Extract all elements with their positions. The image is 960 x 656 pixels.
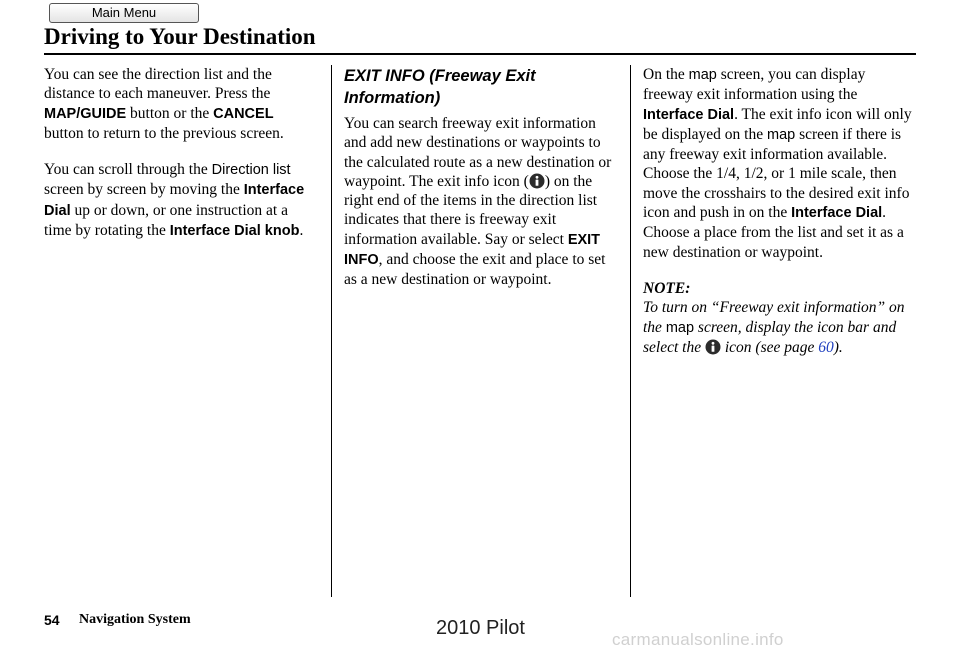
page-number: 54	[44, 612, 60, 628]
model-label: 2010 Pilot	[436, 617, 525, 639]
text: ).	[833, 338, 843, 356]
text: .	[299, 222, 304, 240]
column-divider-1	[331, 65, 332, 597]
paragraph-scroll	[44, 160, 314, 241]
exit-info-command-ref: EXIT INFO	[344, 231, 601, 269]
paragraph-exit-info	[344, 114, 618, 290]
page-title: Driving to Your Destination	[44, 24, 316, 49]
section-heading-exit-info: EXIT INFO (Freeway Exit Information)	[344, 67, 536, 107]
text: screen by screen by moving the	[44, 181, 244, 199]
paragraph-map-screen	[643, 65, 918, 262]
text: button to return to the previous screen.	[44, 124, 284, 142]
text: up or down, or one instruction at a time by rotating the	[44, 201, 288, 240]
info-icon	[705, 339, 721, 355]
section-label: Navigation System	[79, 612, 191, 627]
direction-list-screen-ref: Direction list	[211, 162, 291, 179]
text: screen, display the icon bar and select the	[643, 318, 897, 356]
text: icon (see page	[720, 338, 819, 356]
text: , and choose the exit and place to set as a new destination or waypoint.	[344, 251, 606, 289]
watermark: carmanualsonline.info	[612, 630, 784, 649]
note-label: NOTE:	[643, 279, 691, 297]
page-link-60[interactable]: 60	[818, 338, 834, 356]
interface-dial-ref: Interface Dial	[791, 205, 883, 222]
column-divider-2	[630, 65, 631, 597]
text: . Choose a place from the list and set it as a new destination or waypoint.	[643, 204, 904, 261]
text: You can scroll through the	[44, 161, 212, 179]
text: screen if there is any freeway exit information available. Choose the 1/4, 1/2, or 1 mile scale, then move the crosshairs to the desired exit info icon and push in on the	[643, 125, 910, 222]
main-menu-button[interactable]: Main Menu	[49, 3, 199, 23]
map-screen-ref: map	[688, 67, 717, 83]
interface-dial-knob-ref: Interface Dial knob	[169, 223, 300, 240]
title-rule	[44, 53, 916, 55]
map-screen-ref: map	[665, 319, 695, 336]
interface-dial-ref: Interface Dial	[643, 106, 735, 123]
note-text	[643, 299, 905, 356]
cancel-button-ref: CANCEL	[213, 105, 274, 122]
text: To turn on “Freeway exit information” on the	[643, 299, 905, 336]
map-guide-button-ref: MAP/GUIDE	[44, 105, 127, 122]
column-1	[44, 65, 314, 258]
text: ) on the right end of the items in the direction list indicates that there is freeway exit information available. Say or select	[344, 172, 598, 248]
interface-dial-ref: Interface Dial	[44, 182, 305, 219]
map-screen-ref: map	[766, 126, 796, 143]
column-2	[344, 65, 618, 307]
note	[643, 279, 918, 357]
text: button or the	[126, 104, 214, 122]
text: screen, you can display freeway exit information using the	[643, 66, 866, 104]
text: On the	[643, 66, 689, 83]
text: You can see the direction list and the distance to each maneuver. Press the	[44, 66, 272, 103]
text: . The exit info icon will only be displayed on the	[643, 105, 912, 143]
column-3	[643, 65, 918, 357]
info-icon	[529, 173, 545, 189]
paragraph-direction-list	[44, 65, 314, 143]
text: You can search freeway exit information and add new destinations or waypoints to the calculated route as a new destination or waypoint. The exit info icon (	[344, 115, 612, 190]
